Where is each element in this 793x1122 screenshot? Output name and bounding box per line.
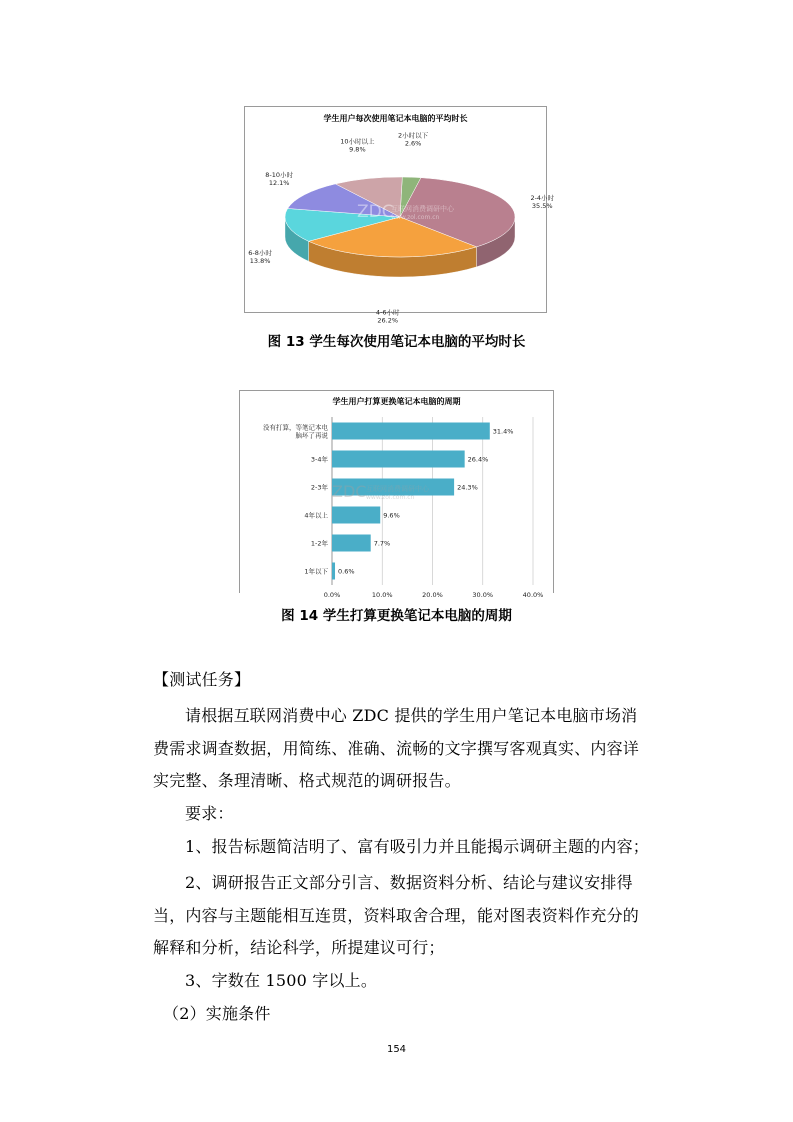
pie-label-category: 2小时以下 (398, 131, 429, 140)
requirement-3: 3、字数在 1500 字以上。 (185, 971, 378, 990)
pie-label-category: 4-6小时 (375, 308, 400, 317)
intro-line-1: 请根据互联网消费中心 ZDC 提供的学生用户笔记本电脑市场消 (185, 706, 638, 725)
pie-label-category: 2-4小时 (530, 193, 555, 202)
requirement-1: 1、报告标题简洁明了、富有吸引力并且能揭示调研主题的内容； (185, 837, 649, 856)
bar-watermark (332, 482, 430, 501)
watermark-name: 互联网消费调研中心 (391, 205, 454, 213)
bar-category-label: 1-2年 (310, 539, 328, 548)
pie-label-value: 13.8% (249, 256, 271, 265)
pie-label-category: 10小时以上 (340, 137, 375, 146)
requirements-heading: 要求： (185, 804, 234, 823)
bar-category-label: 2-3年 (310, 483, 328, 492)
bar-value-label: 0.6% (338, 567, 355, 576)
pie-label-value: 9.8% (349, 145, 366, 154)
pie-label-value: 35.5% (531, 201, 553, 210)
intro-line-3: 实完整、条理清晰、格式规范的调研报告。 (153, 771, 461, 790)
pie-chart-title: 学生用户每次使用笔记本电脑的平均时长 (323, 114, 468, 123)
bar (332, 423, 490, 440)
bar-chart (240, 391, 553, 599)
bar-value-label: 7.7% (373, 539, 391, 548)
requirement-2-line-2: 当，内容与主题能相互连贯，资料取舍合理，能对图表资料作充分的 (153, 906, 640, 925)
bar-chart-title: 学生用户打算更换笔记本电脑的周期 (332, 397, 461, 406)
watermark-name: 互联网消费调研中心 (366, 485, 429, 493)
bar (332, 507, 380, 524)
pie-label-value: 2.6% (404, 139, 422, 148)
bar-category-label: 没有打算，等笔记本电 (263, 423, 328, 432)
watermark-url: www.zol.com.cn (366, 494, 415, 501)
bar-chart-frame (239, 390, 554, 599)
page-number: 154 (386, 1044, 407, 1055)
bar-value-label: 26.4% (467, 455, 489, 464)
x-tick-label: 40.0% (522, 591, 544, 599)
x-tick-label: 20.0% (422, 591, 443, 599)
bar-category-label: 3-4年 (310, 455, 328, 464)
bar-category-label: 4年以上 (304, 511, 328, 520)
pie-chart (245, 107, 555, 325)
bar-category-label: 1年以下 (304, 567, 328, 576)
pie-label-value: 12.1% (268, 179, 290, 188)
bar-value-label: 24.3% (457, 483, 478, 492)
figure14-caption: 图 14 学生打算更换笔记本电脑的周期 (281, 608, 512, 624)
bar (332, 535, 371, 552)
x-tick-label: 30.0% (472, 591, 494, 599)
requirement-2-line-1: 2、调研报告正文部分引言、数据资料分析、结论与建议安排得 (185, 873, 633, 892)
watermark-logo: ZDC (357, 202, 394, 222)
watermark-logo: ZDC (332, 482, 367, 501)
x-tick-label: 10.0% (371, 591, 393, 599)
bar (332, 451, 465, 468)
pie-chart-frame (244, 106, 555, 325)
requirement-2-line-3: 解释和分析，结论科学，所提建议可行； (153, 938, 445, 957)
bar (332, 563, 335, 580)
bar-category-label: 脑坏了再说 (295, 431, 328, 440)
pie-label-value: 26.2% (377, 316, 399, 325)
bar-value-label: 9.6% (383, 511, 400, 520)
pie-label-category: 6-8小时 (248, 248, 272, 257)
pie-label-category: 8-10小时 (265, 171, 294, 180)
implementation-conditions: （2）实施条件 (163, 1004, 271, 1023)
intro-line-2: 费需求调查数据，用简练、准确、流畅的文字撰写客观真实、内容详 (153, 739, 640, 758)
x-tick-label: 0.0% (323, 591, 341, 599)
bar-value-label: 31.4% (492, 427, 514, 436)
figure13-caption: 图 13 学生每次使用笔记本电脑的平均时长 (267, 334, 526, 350)
watermark-url: www.zol.com.cn (391, 214, 440, 221)
task-heading: 【测试任务】 (153, 670, 251, 689)
